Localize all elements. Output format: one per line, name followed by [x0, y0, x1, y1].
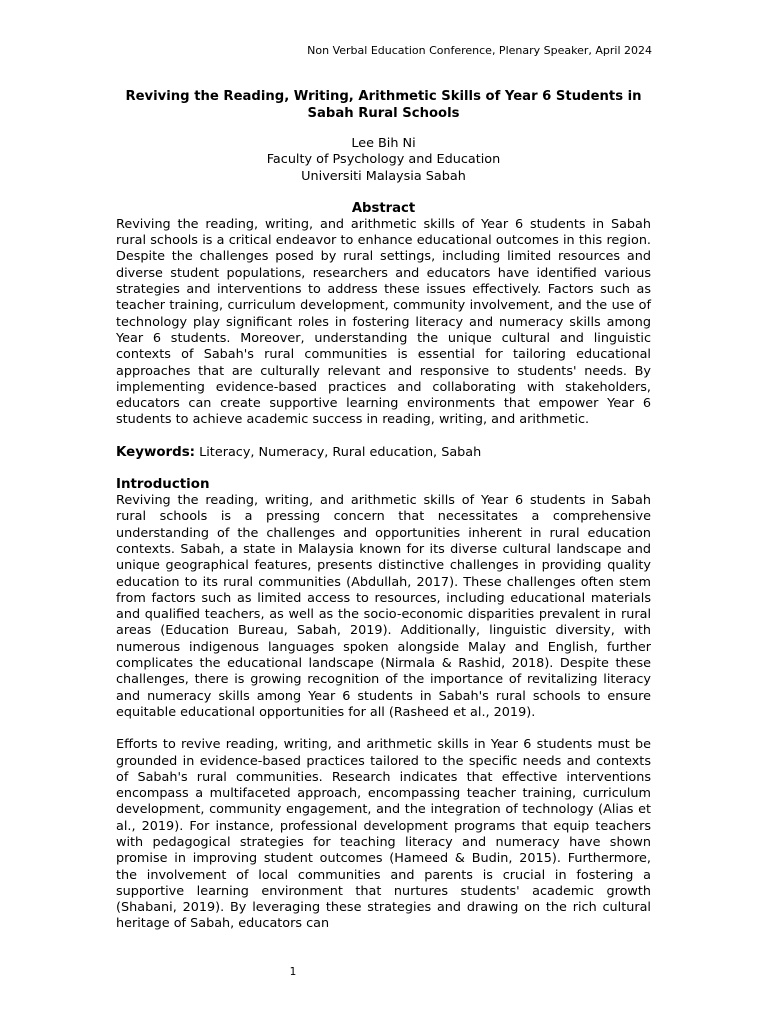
author-university: Universiti Malaysia Sabah — [301, 168, 466, 184]
paper-body — [116, 88, 651, 933]
paper-title: Reviving the Reading, Writing, Arithmetic Skills of Year 6 Students in Sabah Rural Schools — [125, 89, 642, 121]
author-name: Lee Bih Ni — [351, 136, 416, 151]
keywords-line — [116, 445, 651, 461]
introduction-paragraph: Reviving the reading, writing, and arithmetic skills of Year 6 students in Sabah rural schools is a pressing concern that necessitates a comprehensive understanding of the challenges and opportunities inherent in rural education contexts. Sabah, a state in Malaysia known for its diverse cultural landscape and unique geographical features, presents distinctive challenges in providing quality education to its rural communities (Abdullah, 2017). These challenges often stem from factors such as limited access to resources, including educational materials and qualified teachers, as well as the socio-economic disparities prevalent in rural areas (Education Bureau, Sabah, 2019). Additionally, linguistic diversity, with numerous indigenous languages spoken alongside Malay and English, further complicates the educational landscape (Nirmala & Rashid, 2018). Despite these challenges, there is growing recognition of the importance of revitalizing literacy and numeracy skills among Year 6 students in Sabah's rural schools to ensure equitable educational opportunities for all (Rasheed et al., 2019). — [116, 493, 651, 720]
introduction-paragraph: Efforts to revive reading, writing, and arithmetic skills in Year 6 students must be grounded in evidence-based practices tailored to the specific needs and contexts of Sabah's rural communities. Research indicates that effective interventions encompass a multifaceted approach, encompassing teacher training, curriculum development, community engagement, and the integration of technology (Alias et al., 2019). For instance, professional development programs that equip teachers with pedagogical strategies for teaching literacy and numeracy have shown promise in improving student outcomes (Hameed & Budin, 2015). Furthermore, the involvement of local communities and parents is crucial in fostering a supportive learning environment that nurtures students' academic growth (Shabani, 2019). By leveraging these strategies and drawing on the rich cultural heritage of Sabah, educators can — [116, 737, 651, 932]
abstract-heading: Abstract — [351, 200, 416, 216]
author-faculty: Faculty of Psychology and Education — [266, 152, 501, 168]
page-number: 1 — [289, 966, 297, 978]
keywords-label: Keywords: — [116, 444, 196, 460]
running-head: Non Verbal Education Conference, Plenary Speaker, April 2024 — [307, 44, 652, 57]
abstract-text: Reviving the reading, writing, and arithmetic skills of Year 6 students in Sabah rural schools is a critical endeavor to enhance educational outcomes in this region. Despite the challenges posed by rural settings, including limited resources and diverse student populations, researchers and educators have identified various strategies and interventions to address these issues effectively. Factors such as teacher training, curriculum development, community involvement, and the use of technology play significant roles in fostering literacy and numeracy skills among Year 6 students. Moreover, understanding the unique cultural and linguistic contexts of Sabah's rural communities is essential for tailoring educational approaches that are culturally relevant and responsive to students' needs. By implementing evidence-based practices and collaborating with stakeholders, educators can create supportive learning environments that empower Year 6 students to achieve academic success in reading, writing, and arithmetic. — [116, 216, 651, 428]
author-block — [116, 136, 651, 185]
keywords-text: Literacy, Numeracy, Rural education, Sabah — [195, 444, 482, 460]
introduction-heading: Introduction — [116, 477, 210, 493]
